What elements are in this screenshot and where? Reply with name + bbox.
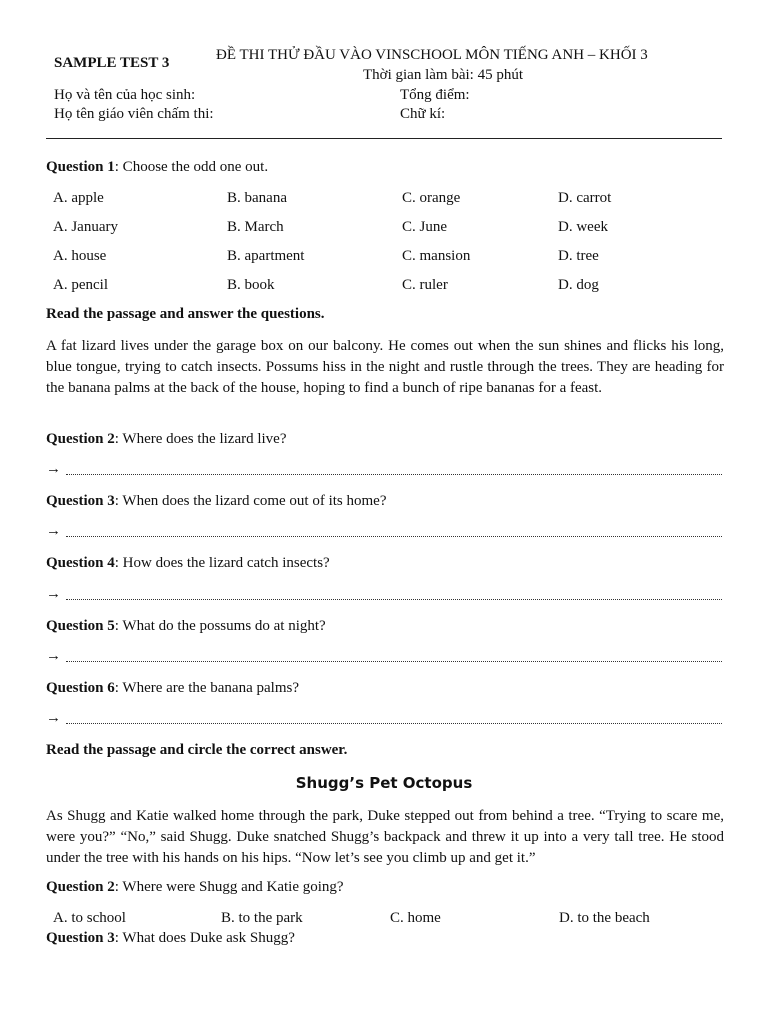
answer-line[interactable] [46, 461, 722, 479]
question-label: Question 3 [46, 493, 115, 509]
question-2 [46, 431, 287, 448]
signature-label: Chữ kí: [400, 106, 446, 122]
arrow-icon: → [46, 523, 61, 539]
teacher-name-label: Họ tên giáo viên chấm thi: [54, 106, 214, 122]
passage-octopus: As Shugg and Katie walked home through the park, Duke stepped out from behind a tree. “Trying to scare me, were you?” “No,” said Shugg. Duke snatched Shugg’s backpack and threw it up into a very tall tree. He stood under the tree with his hands on his hips. “Now let’s see you climb up and get it.” [46, 808, 724, 866]
answer-line[interactable] [46, 648, 722, 666]
q1-option: A. pencil [53, 277, 108, 293]
q1-option: A. January [53, 219, 118, 235]
q1-option: D. tree [558, 248, 599, 264]
q1-option: D. carrot [558, 190, 612, 206]
q1-option: A. apple [53, 190, 104, 206]
question-text: : How does the lizard catch insects? [114, 555, 330, 571]
question-text: : Where are the banana palms? [114, 680, 299, 696]
q1-option: D. week [558, 219, 608, 235]
question-text: : Where does the lizard live? [114, 431, 287, 447]
q1-option: C. mansion [402, 248, 471, 264]
section-2-heading: Read the passage and answer the questions. [46, 306, 325, 322]
arrow-icon: → [46, 461, 61, 477]
passage-lizard: A fat lizard lives under the garage box on our balcony. He comes out when the sun shines and flicks his long, blue tongue, trying to catch insects. Possums hiss in the night and rustle through the trees. They are heading for the banana palms at the back of the house, hoping to find a bunch of ripe bananas for a feast. [46, 338, 724, 396]
question-label: Question 2 [46, 431, 115, 447]
sample-test-label: SAMPLE TEST 3 [54, 55, 170, 71]
question-4 [46, 555, 330, 572]
question-label: Question 5 [46, 618, 115, 634]
answer-option[interactable]: B. to the park [221, 910, 303, 926]
q1-option: D. dog [558, 277, 599, 293]
question-label: Question 4 [46, 555, 115, 571]
dotted-line [66, 599, 722, 600]
story-title: Shugg’s Pet Octopus [295, 774, 473, 792]
answer-line[interactable] [46, 710, 722, 728]
q1-option: C. ruler [402, 277, 448, 293]
header-divider [46, 138, 722, 139]
question-2-octopus [46, 879, 344, 896]
question-label: Question 2 [46, 879, 115, 895]
question-label: Question 3 [46, 930, 115, 946]
total-score-label: Tổng điểm: [400, 87, 470, 103]
answer-option[interactable]: A. to school [53, 910, 126, 926]
q1-option: C. orange [402, 190, 461, 206]
answer-line[interactable] [46, 523, 722, 541]
dotted-line [66, 723, 722, 724]
arrow-icon: → [46, 710, 61, 726]
section-3-heading: Read the passage and circle the correct answer. [46, 742, 348, 758]
dotted-line [66, 536, 722, 537]
question-1-label: Question 1 [46, 159, 115, 175]
answer-option[interactable]: D. to the beach [559, 910, 650, 926]
exam-time: Thời gian làm bài: 45 phút [363, 67, 523, 83]
q1-option: B. apartment [227, 248, 305, 264]
dotted-line [66, 661, 722, 662]
question-label: Question 6 [46, 680, 115, 696]
question-text: : What do the possums do at night? [114, 618, 326, 634]
question-5 [46, 618, 326, 635]
question-1-text: : Choose the odd one out. [114, 159, 269, 175]
question-3 [46, 493, 387, 510]
question-text: : What does Duke ask Shugg? [114, 930, 295, 946]
dotted-line [66, 474, 722, 475]
q1-option: A. house [53, 248, 107, 264]
exam-title: ĐỀ THI THỬ ĐẦU VÀO VINSCHOOL MÔN TIẾNG ANH – KHỐI 3 [216, 47, 648, 63]
student-name-label: Họ và tên của học sinh: [54, 87, 196, 103]
question-3-octopus [46, 930, 295, 947]
question-text: : Where were Shugg and Katie going? [114, 879, 344, 895]
q1-option: B. book [227, 277, 275, 293]
q1-option: B. March [227, 219, 284, 235]
question-1 [46, 159, 268, 176]
answer-option[interactable]: C. home [390, 910, 441, 926]
q1-option: B. banana [227, 190, 287, 206]
answer-line[interactable] [46, 586, 722, 604]
arrow-icon: → [46, 586, 61, 602]
question-text: : When does the lizard come out of its home? [114, 493, 387, 509]
arrow-icon: → [46, 648, 61, 664]
question-6 [46, 680, 299, 697]
q1-option: C. June [402, 219, 447, 235]
